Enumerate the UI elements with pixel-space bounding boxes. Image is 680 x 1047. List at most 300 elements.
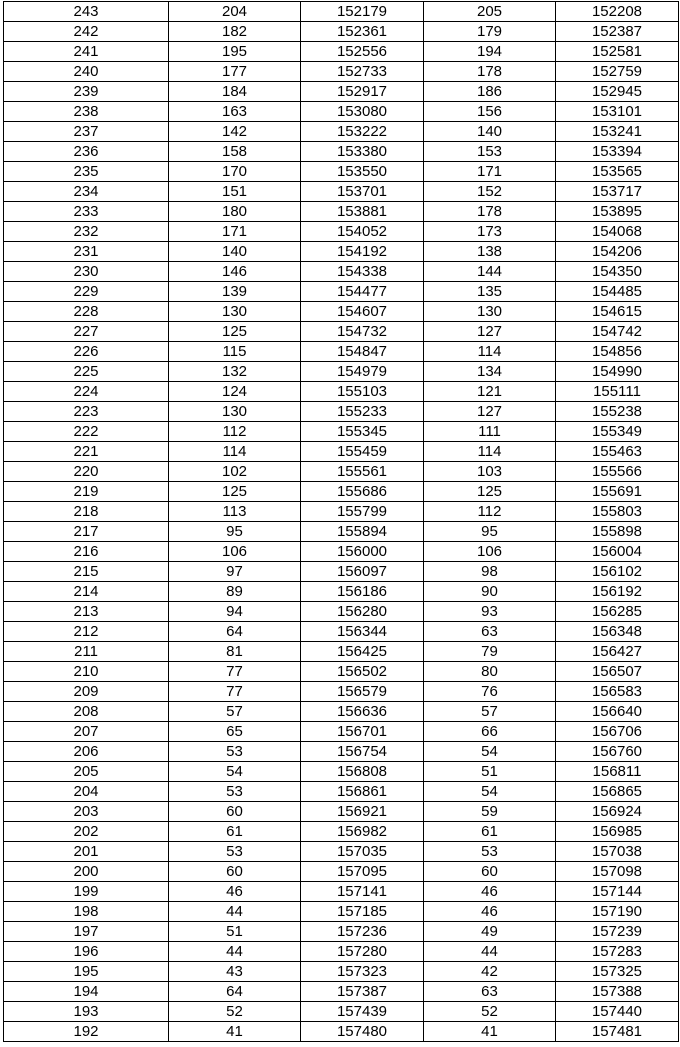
count-cell-a: 77 — [169, 682, 301, 702]
count-cell-a: 115 — [169, 342, 301, 362]
count-cell-a: 64 — [169, 622, 301, 642]
count-cell-b: 140 — [424, 122, 556, 142]
table-row — [4, 342, 679, 362]
cumulative-cell-b: 152387 — [556, 22, 679, 42]
table-row — [4, 202, 679, 222]
count-cell-a: 139 — [169, 282, 301, 302]
cumulative-cell-b: 156811 — [556, 762, 679, 782]
score-cell: 240 — [4, 62, 169, 82]
table-row — [4, 542, 679, 562]
table-row — [4, 662, 679, 682]
cumulative-cell-b: 154990 — [556, 362, 679, 382]
table-row — [4, 62, 679, 82]
count-cell-a: 146 — [169, 262, 301, 282]
cumulative-cell-b: 155349 — [556, 422, 679, 442]
cumulative-cell-a: 157480 — [301, 1022, 424, 1042]
cumulative-cell-b: 155111 — [556, 382, 679, 402]
cumulative-cell-b: 156924 — [556, 802, 679, 822]
cumulative-cell-a: 156861 — [301, 782, 424, 802]
score-cell: 243 — [4, 2, 169, 22]
count-cell-b: 152 — [424, 182, 556, 202]
count-cell-b: 144 — [424, 262, 556, 282]
cumulative-cell-a: 152733 — [301, 62, 424, 82]
count-cell-b: 153 — [424, 142, 556, 162]
cumulative-cell-a: 153080 — [301, 102, 424, 122]
table-row — [4, 742, 679, 762]
cumulative-cell-a: 154979 — [301, 362, 424, 382]
table-row — [4, 42, 679, 62]
count-cell-b: 138 — [424, 242, 556, 262]
count-cell-b: 125 — [424, 482, 556, 502]
score-cell: 197 — [4, 922, 169, 942]
count-cell-b: 111 — [424, 422, 556, 442]
score-cell: 218 — [4, 502, 169, 522]
cumulative-cell-a: 156502 — [301, 662, 424, 682]
score-cell: 233 — [4, 202, 169, 222]
table-row — [4, 402, 679, 422]
cumulative-cell-a: 157323 — [301, 962, 424, 982]
cumulative-cell-b: 155566 — [556, 462, 679, 482]
cumulative-cell-a: 154847 — [301, 342, 424, 362]
score-distribution-table — [3, 1, 679, 1042]
score-cell: 235 — [4, 162, 169, 182]
count-cell-a: 106 — [169, 542, 301, 562]
cumulative-cell-a: 152361 — [301, 22, 424, 42]
cumulative-cell-a: 152179 — [301, 2, 424, 22]
cumulative-cell-b: 154068 — [556, 222, 679, 242]
cumulative-cell-b: 155803 — [556, 502, 679, 522]
count-cell-a: 54 — [169, 762, 301, 782]
count-cell-a: 60 — [169, 862, 301, 882]
score-cell: 230 — [4, 262, 169, 282]
count-cell-b: 178 — [424, 62, 556, 82]
count-cell-b: 60 — [424, 862, 556, 882]
cumulative-cell-a: 156280 — [301, 602, 424, 622]
cumulative-cell-a: 154192 — [301, 242, 424, 262]
cumulative-cell-a: 157035 — [301, 842, 424, 862]
cumulative-cell-b: 153241 — [556, 122, 679, 142]
cumulative-cell-a: 153881 — [301, 202, 424, 222]
table-row — [4, 842, 679, 862]
cumulative-cell-b: 157190 — [556, 902, 679, 922]
table-row — [4, 642, 679, 662]
score-cell: 195 — [4, 962, 169, 982]
cumulative-cell-b: 157098 — [556, 862, 679, 882]
count-cell-b: 106 — [424, 542, 556, 562]
count-cell-b: 90 — [424, 582, 556, 602]
table-row — [4, 142, 679, 162]
score-cell: 204 — [4, 782, 169, 802]
cumulative-cell-b: 156102 — [556, 562, 679, 582]
cumulative-cell-a: 155799 — [301, 502, 424, 522]
score-cell: 209 — [4, 682, 169, 702]
count-cell-b: 57 — [424, 702, 556, 722]
score-cell: 220 — [4, 462, 169, 482]
cumulative-cell-a: 153222 — [301, 122, 424, 142]
count-cell-b: 178 — [424, 202, 556, 222]
count-cell-a: 171 — [169, 222, 301, 242]
count-cell-a: 97 — [169, 562, 301, 582]
table-row — [4, 262, 679, 282]
score-cell: 213 — [4, 602, 169, 622]
cumulative-cell-a: 155894 — [301, 522, 424, 542]
table-row — [4, 962, 679, 982]
count-cell-b: 179 — [424, 22, 556, 42]
cumulative-cell-b: 156192 — [556, 582, 679, 602]
cumulative-cell-a: 155345 — [301, 422, 424, 442]
table-row — [4, 502, 679, 522]
count-cell-b: 114 — [424, 342, 556, 362]
cumulative-cell-a: 155233 — [301, 402, 424, 422]
cumulative-cell-a: 156000 — [301, 542, 424, 562]
score-cell: 219 — [4, 482, 169, 502]
table-row — [4, 122, 679, 142]
count-cell-a: 77 — [169, 662, 301, 682]
table-row — [4, 982, 679, 1002]
table-row — [4, 422, 679, 442]
count-cell-a: 140 — [169, 242, 301, 262]
count-cell-a: 53 — [169, 782, 301, 802]
count-cell-b: 63 — [424, 622, 556, 642]
count-cell-a: 151 — [169, 182, 301, 202]
count-cell-b: 54 — [424, 742, 556, 762]
count-cell-a: 41 — [169, 1022, 301, 1042]
cumulative-cell-b: 154485 — [556, 282, 679, 302]
count-cell-a: 125 — [169, 322, 301, 342]
count-cell-a: 53 — [169, 842, 301, 862]
score-cell: 224 — [4, 382, 169, 402]
score-cell: 228 — [4, 302, 169, 322]
count-cell-b: 42 — [424, 962, 556, 982]
score-cell: 229 — [4, 282, 169, 302]
table-row — [4, 602, 679, 622]
table-row — [4, 242, 679, 262]
count-cell-b: 63 — [424, 982, 556, 1002]
cumulative-cell-a: 157141 — [301, 882, 424, 902]
cumulative-cell-a: 155103 — [301, 382, 424, 402]
count-cell-a: 130 — [169, 302, 301, 322]
table-row — [4, 862, 679, 882]
count-cell-b: 98 — [424, 562, 556, 582]
score-cell: 199 — [4, 882, 169, 902]
table-row — [4, 722, 679, 742]
cumulative-cell-b: 156865 — [556, 782, 679, 802]
table-row — [4, 762, 679, 782]
count-cell-a: 113 — [169, 502, 301, 522]
count-cell-b: 95 — [424, 522, 556, 542]
score-cell: 239 — [4, 82, 169, 102]
count-cell-b: 46 — [424, 902, 556, 922]
count-cell-b: 53 — [424, 842, 556, 862]
table-row — [4, 682, 679, 702]
count-cell-b: 54 — [424, 782, 556, 802]
count-cell-b: 127 — [424, 322, 556, 342]
table-row — [4, 882, 679, 902]
count-cell-a: 158 — [169, 142, 301, 162]
score-cell: 205 — [4, 762, 169, 782]
score-cell: 206 — [4, 742, 169, 762]
count-cell-b: 156 — [424, 102, 556, 122]
cumulative-cell-b: 157325 — [556, 962, 679, 982]
table-row — [4, 102, 679, 122]
score-cell: 237 — [4, 122, 169, 142]
cumulative-cell-b: 152208 — [556, 2, 679, 22]
cumulative-cell-a: 156579 — [301, 682, 424, 702]
score-table-body — [4, 2, 679, 1042]
table-row — [4, 1022, 679, 1042]
cumulative-cell-b: 155463 — [556, 442, 679, 462]
count-cell-b: 205 — [424, 2, 556, 22]
table-row — [4, 322, 679, 342]
count-cell-a: 57 — [169, 702, 301, 722]
count-cell-b: 112 — [424, 502, 556, 522]
count-cell-a: 125 — [169, 482, 301, 502]
cumulative-cell-b: 156004 — [556, 542, 679, 562]
score-cell: 231 — [4, 242, 169, 262]
count-cell-b: 114 — [424, 442, 556, 462]
cumulative-cell-b: 156583 — [556, 682, 679, 702]
score-cell: 208 — [4, 702, 169, 722]
count-cell-a: 130 — [169, 402, 301, 422]
count-cell-a: 184 — [169, 82, 301, 102]
count-cell-b: 93 — [424, 602, 556, 622]
count-cell-b: 127 — [424, 402, 556, 422]
table-row — [4, 82, 679, 102]
cumulative-cell-b: 153101 — [556, 102, 679, 122]
score-cell: 200 — [4, 862, 169, 882]
score-cell: 207 — [4, 722, 169, 742]
cumulative-cell-a: 155686 — [301, 482, 424, 502]
score-cell: 223 — [4, 402, 169, 422]
table-row — [4, 302, 679, 322]
cumulative-cell-a: 154338 — [301, 262, 424, 282]
table-row — [4, 162, 679, 182]
score-cell: 242 — [4, 22, 169, 42]
score-cell: 217 — [4, 522, 169, 542]
table-row — [4, 582, 679, 602]
score-cell: 232 — [4, 222, 169, 242]
count-cell-b: 80 — [424, 662, 556, 682]
cumulative-cell-a: 156344 — [301, 622, 424, 642]
cumulative-cell-a: 154607 — [301, 302, 424, 322]
table-row — [4, 382, 679, 402]
score-cell: 216 — [4, 542, 169, 562]
cumulative-cell-a: 155459 — [301, 442, 424, 462]
cumulative-cell-b: 154615 — [556, 302, 679, 322]
count-cell-a: 132 — [169, 362, 301, 382]
cumulative-cell-a: 156186 — [301, 582, 424, 602]
count-cell-b: 186 — [424, 82, 556, 102]
count-cell-a: 124 — [169, 382, 301, 402]
cumulative-cell-a: 152917 — [301, 82, 424, 102]
cumulative-cell-b: 156985 — [556, 822, 679, 842]
score-cell: 193 — [4, 1002, 169, 1022]
score-cell: 211 — [4, 642, 169, 662]
cumulative-cell-b: 155238 — [556, 402, 679, 422]
count-cell-a: 46 — [169, 882, 301, 902]
table-row — [4, 522, 679, 542]
cumulative-cell-b: 153394 — [556, 142, 679, 162]
score-cell: 210 — [4, 662, 169, 682]
table-row — [4, 622, 679, 642]
count-cell-b: 59 — [424, 802, 556, 822]
count-cell-a: 64 — [169, 982, 301, 1002]
cumulative-cell-b: 156285 — [556, 602, 679, 622]
count-cell-b: 134 — [424, 362, 556, 382]
count-cell-a: 95 — [169, 522, 301, 542]
cumulative-cell-a: 156425 — [301, 642, 424, 662]
count-cell-a: 89 — [169, 582, 301, 602]
cumulative-cell-b: 156507 — [556, 662, 679, 682]
score-cell: 222 — [4, 422, 169, 442]
cumulative-cell-b: 153895 — [556, 202, 679, 222]
score-cell: 202 — [4, 822, 169, 842]
cumulative-cell-b: 156640 — [556, 702, 679, 722]
table-row — [4, 942, 679, 962]
cumulative-cell-b: 156706 — [556, 722, 679, 742]
table-row — [4, 902, 679, 922]
cumulative-cell-b: 156760 — [556, 742, 679, 762]
score-cell: 203 — [4, 802, 169, 822]
table-row — [4, 702, 679, 722]
cumulative-cell-a: 156808 — [301, 762, 424, 782]
cumulative-cell-b: 157481 — [556, 1022, 679, 1042]
cumulative-cell-b: 155898 — [556, 522, 679, 542]
table-row — [4, 182, 679, 202]
table-row — [4, 22, 679, 42]
cumulative-cell-b: 154742 — [556, 322, 679, 342]
count-cell-b: 41 — [424, 1022, 556, 1042]
cumulative-cell-a: 156754 — [301, 742, 424, 762]
cumulative-cell-a: 157236 — [301, 922, 424, 942]
cumulative-cell-a: 156701 — [301, 722, 424, 742]
cumulative-cell-a: 154052 — [301, 222, 424, 242]
count-cell-a: 182 — [169, 22, 301, 42]
table-row — [4, 442, 679, 462]
count-cell-a: 44 — [169, 902, 301, 922]
count-cell-a: 180 — [169, 202, 301, 222]
cumulative-cell-a: 157387 — [301, 982, 424, 1002]
score-cell: 238 — [4, 102, 169, 122]
score-cell: 201 — [4, 842, 169, 862]
count-cell-b: 76 — [424, 682, 556, 702]
table-row — [4, 362, 679, 382]
cumulative-cell-a: 156921 — [301, 802, 424, 822]
count-cell-a: 81 — [169, 642, 301, 662]
score-cell: 227 — [4, 322, 169, 342]
cumulative-cell-a: 154732 — [301, 322, 424, 342]
count-cell-a: 43 — [169, 962, 301, 982]
cumulative-cell-a: 153550 — [301, 162, 424, 182]
cumulative-cell-b: 155691 — [556, 482, 679, 502]
score-cell: 225 — [4, 362, 169, 382]
cumulative-cell-a: 156097 — [301, 562, 424, 582]
cumulative-cell-a: 156636 — [301, 702, 424, 722]
cumulative-cell-b: 156427 — [556, 642, 679, 662]
cumulative-cell-b: 152759 — [556, 62, 679, 82]
count-cell-b: 121 — [424, 382, 556, 402]
table-row — [4, 2, 679, 22]
score-cell: 236 — [4, 142, 169, 162]
score-cell: 226 — [4, 342, 169, 362]
count-cell-a: 102 — [169, 462, 301, 482]
cumulative-cell-b: 157388 — [556, 982, 679, 1002]
score-cell: 196 — [4, 942, 169, 962]
cumulative-cell-a: 157280 — [301, 942, 424, 962]
count-cell-a: 177 — [169, 62, 301, 82]
count-cell-a: 44 — [169, 942, 301, 962]
cumulative-cell-a: 157439 — [301, 1002, 424, 1022]
cumulative-cell-a: 154477 — [301, 282, 424, 302]
count-cell-a: 65 — [169, 722, 301, 742]
cumulative-cell-b: 157038 — [556, 842, 679, 862]
score-cell: 215 — [4, 562, 169, 582]
count-cell-b: 103 — [424, 462, 556, 482]
table-row — [4, 782, 679, 802]
count-cell-a: 204 — [169, 2, 301, 22]
cumulative-cell-b: 157239 — [556, 922, 679, 942]
count-cell-b: 49 — [424, 922, 556, 942]
cumulative-cell-a: 156982 — [301, 822, 424, 842]
count-cell-a: 195 — [169, 42, 301, 62]
cumulative-cell-a: 157095 — [301, 862, 424, 882]
count-cell-b: 130 — [424, 302, 556, 322]
count-cell-a: 51 — [169, 922, 301, 942]
score-cell: 192 — [4, 1022, 169, 1042]
cumulative-cell-b: 157144 — [556, 882, 679, 902]
count-cell-b: 171 — [424, 162, 556, 182]
count-cell-a: 60 — [169, 802, 301, 822]
cumulative-cell-b: 154206 — [556, 242, 679, 262]
count-cell-b: 44 — [424, 942, 556, 962]
table-row — [4, 462, 679, 482]
cumulative-cell-b: 152581 — [556, 42, 679, 62]
count-cell-b: 173 — [424, 222, 556, 242]
cumulative-cell-a: 157185 — [301, 902, 424, 922]
score-cell: 241 — [4, 42, 169, 62]
cumulative-cell-b: 157440 — [556, 1002, 679, 1022]
score-cell: 234 — [4, 182, 169, 202]
count-cell-b: 51 — [424, 762, 556, 782]
count-cell-a: 170 — [169, 162, 301, 182]
count-cell-b: 79 — [424, 642, 556, 662]
cumulative-cell-b: 153565 — [556, 162, 679, 182]
score-cell: 214 — [4, 582, 169, 602]
count-cell-a: 53 — [169, 742, 301, 762]
count-cell-a: 52 — [169, 1002, 301, 1022]
table-row — [4, 222, 679, 242]
cumulative-cell-a: 153701 — [301, 182, 424, 202]
table-row — [4, 922, 679, 942]
table-row — [4, 482, 679, 502]
cumulative-cell-b: 152945 — [556, 82, 679, 102]
cumulative-cell-b: 153717 — [556, 182, 679, 202]
count-cell-b: 66 — [424, 722, 556, 742]
count-cell-b: 194 — [424, 42, 556, 62]
count-cell-a: 114 — [169, 442, 301, 462]
count-cell-a: 112 — [169, 422, 301, 442]
count-cell-a: 163 — [169, 102, 301, 122]
cumulative-cell-a: 152556 — [301, 42, 424, 62]
count-cell-b: 135 — [424, 282, 556, 302]
cumulative-cell-b: 157283 — [556, 942, 679, 962]
cumulative-cell-a: 153380 — [301, 142, 424, 162]
score-cell: 212 — [4, 622, 169, 642]
table-row — [4, 1002, 679, 1022]
count-cell-b: 46 — [424, 882, 556, 902]
table-row — [4, 822, 679, 842]
score-cell: 221 — [4, 442, 169, 462]
